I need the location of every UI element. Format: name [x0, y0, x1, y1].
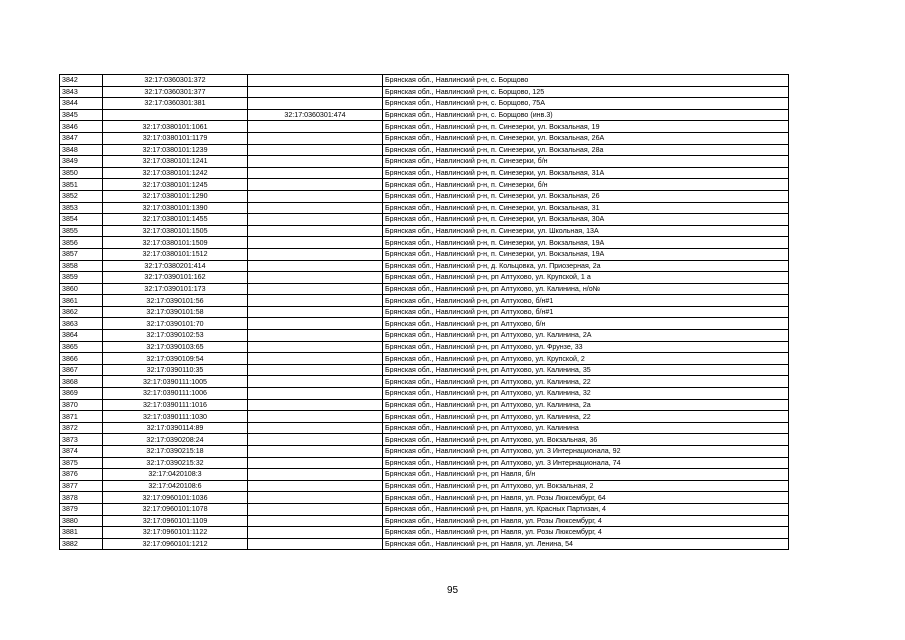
address-cell: Брянская обл., Навлинский р-н, п. Синезерки, б/н — [383, 179, 789, 191]
cadastral-number-cell: 32:17:0960101:1122 — [103, 527, 248, 539]
cadastral-number-cell: 32:17:0390101:70 — [103, 318, 248, 330]
row-number-cell: 3865 — [60, 341, 103, 353]
cadastral-number-alt-cell — [248, 75, 383, 87]
cadastral-number-alt-cell — [248, 283, 383, 295]
table-row — [60, 492, 789, 504]
table-row — [60, 167, 789, 179]
cadastral-number-cell: 32:17:0390114:89 — [103, 422, 248, 434]
cadastral-number-alt-cell — [248, 457, 383, 469]
cadastral-number-alt-cell — [248, 353, 383, 365]
address-cell: Брянская обл., Навлинский р-н, с. Борщово (инв.3) — [383, 109, 789, 121]
table-row — [60, 260, 789, 272]
cadastral-number-alt-cell — [248, 86, 383, 98]
table-row — [60, 341, 789, 353]
table-row — [60, 156, 789, 168]
address-cell: Брянская обл., Навлинский р-н, рп Алтухово, ул. Калинина — [383, 422, 789, 434]
cadastral-number-cell: 32:17:0420108:6 — [103, 480, 248, 492]
address-cell: Брянская обл., Навлинский р-н, рп Алтухово, ул. Вокзальная, 2 — [383, 480, 789, 492]
table-row — [60, 469, 789, 481]
cadastral-number-cell: 32:17:0380201:414 — [103, 260, 248, 272]
table-row — [60, 75, 789, 87]
cadastral-number-cell: 32:17:0390109:54 — [103, 353, 248, 365]
cadastral-number-cell: 32:17:0390101:173 — [103, 283, 248, 295]
address-cell: Брянская обл., Навлинский р-н, рп Навля, ул. Розы Люксембург, 4 — [383, 515, 789, 527]
cadastral-number-cell: 32:17:0390111:1006 — [103, 388, 248, 400]
address-cell: Брянская обл., Навлинский р-н, рп Алтухово, ул. 3 Интернационала, 92 — [383, 446, 789, 458]
row-number-cell: 3861 — [60, 295, 103, 307]
cadastral-number-alt-cell — [248, 132, 383, 144]
address-cell: Брянская обл., Навлинский р-н, рп Алтухово, ул. Калинина, 2А — [383, 330, 789, 342]
row-number-cell: 3862 — [60, 306, 103, 318]
cadastral-number-alt-cell — [248, 318, 383, 330]
cadastral-number-cell: 32:17:0380101:1290 — [103, 190, 248, 202]
cadastral-number-cell: 32:17:0360301:377 — [103, 86, 248, 98]
cadastral-number-alt-cell — [248, 144, 383, 156]
cadastral-number-alt-cell: 32:17:0360301:474 — [248, 109, 383, 121]
table-row — [60, 527, 789, 539]
cadastral-number-alt-cell — [248, 503, 383, 515]
cadastral-number-cell: 32:17:0380101:1241 — [103, 156, 248, 168]
table-row — [60, 225, 789, 237]
cadastral-number-alt-cell — [248, 98, 383, 110]
cadastral-number-cell: 32:17:0360301:372 — [103, 75, 248, 87]
table-row — [60, 538, 789, 550]
row-number-cell: 3879 — [60, 503, 103, 515]
address-cell: Брянская обл., Навлинский р-н, рп Алтухово, ул. Калинина, 32 — [383, 388, 789, 400]
register-table — [59, 74, 789, 550]
row-number-cell: 3880 — [60, 515, 103, 527]
cadastral-number-alt-cell — [248, 434, 383, 446]
cadastral-number-alt-cell — [248, 272, 383, 284]
address-cell: Брянская обл., Навлинский р-н, рп Алтухово, ул. Калинина, 22 — [383, 376, 789, 388]
row-number-cell: 3850 — [60, 167, 103, 179]
table-row — [60, 411, 789, 423]
table-row — [60, 86, 789, 98]
address-cell: Брянская обл., Навлинский р-н, д. Кольцовка, ул. Приозерная, 2а — [383, 260, 789, 272]
row-number-cell: 3873 — [60, 434, 103, 446]
address-cell: Брянская обл., Навлинский р-н, с. Борщово, 125 — [383, 86, 789, 98]
cadastral-number-alt-cell — [248, 121, 383, 133]
table-row — [60, 353, 789, 365]
cadastral-number-cell: 32:17:0960101:1036 — [103, 492, 248, 504]
address-cell: Брянская обл., Навлинский р-н, рп Алтухово, б/н#1 — [383, 306, 789, 318]
row-number-cell: 3882 — [60, 538, 103, 550]
cadastral-number-alt-cell — [248, 376, 383, 388]
row-number-cell: 3868 — [60, 376, 103, 388]
cadastral-number-cell: 32:17:0390101:162 — [103, 272, 248, 284]
table-row — [60, 98, 789, 110]
row-number-cell: 3848 — [60, 144, 103, 156]
address-cell: Брянская обл., Навлинский р-н, рп Алтухово, б/н#1 — [383, 295, 789, 307]
table-row — [60, 295, 789, 307]
row-number-cell: 3851 — [60, 179, 103, 191]
cadastral-number-alt-cell — [248, 446, 383, 458]
cadastral-number-cell: 32:17:0390111:1016 — [103, 399, 248, 411]
row-number-cell: 3860 — [60, 283, 103, 295]
cadastral-number-cell: 32:17:0390102:53 — [103, 330, 248, 342]
table-row — [60, 422, 789, 434]
row-number-cell: 3872 — [60, 422, 103, 434]
address-cell: Брянская обл., Навлинский р-н, п. Синезерки, ул. Школьная, 13А — [383, 225, 789, 237]
cadastral-number-alt-cell — [248, 492, 383, 504]
table-row — [60, 248, 789, 260]
table-row — [60, 237, 789, 249]
table-row — [60, 109, 789, 121]
table-row — [60, 503, 789, 515]
row-number-cell: 3863 — [60, 318, 103, 330]
address-cell: Брянская обл., Навлинский р-н, рп Алтухово, ул. Калинина, 2а — [383, 399, 789, 411]
cadastral-number-alt-cell — [248, 190, 383, 202]
row-number-cell: 3874 — [60, 446, 103, 458]
cadastral-number-alt-cell — [248, 388, 383, 400]
address-cell: Брянская обл., Навлинский р-н, рп Навля, ул. Розы Люксембург, 64 — [383, 492, 789, 504]
table-row — [60, 272, 789, 284]
cadastral-number-alt-cell — [248, 248, 383, 260]
table-row — [60, 283, 789, 295]
row-number-cell: 3869 — [60, 388, 103, 400]
cadastral-number-cell: 32:17:0360301:381 — [103, 98, 248, 110]
table-row — [60, 144, 789, 156]
address-cell: Брянская обл., Навлинский р-н, рп Алтухово, б/н — [383, 318, 789, 330]
cadastral-number-alt-cell — [248, 295, 383, 307]
address-cell: Брянская обл., Навлинский р-н, п. Синезерки, ул. Вокзальная, 26А — [383, 132, 789, 144]
cadastral-number-alt-cell — [248, 364, 383, 376]
table-row — [60, 457, 789, 469]
address-cell: Брянская обл., Навлинский р-н, п. Синезерки, ул. Вокзальная, 26 — [383, 190, 789, 202]
cadastral-number-alt-cell — [248, 156, 383, 168]
cadastral-number-cell: 32:17:0960101:1078 — [103, 503, 248, 515]
row-number-cell: 3844 — [60, 98, 103, 110]
row-number-cell: 3866 — [60, 353, 103, 365]
cadastral-number-alt-cell — [248, 330, 383, 342]
cadastral-number-cell: 32:17:0380101:1061 — [103, 121, 248, 133]
address-cell: Брянская обл., Навлинский р-н, п. Синезерки, ул. Вокзальная, 30А — [383, 214, 789, 226]
address-cell: Брянская обл., Навлинский р-н, с. Борщово — [383, 75, 789, 87]
cadastral-number-alt-cell — [248, 515, 383, 527]
address-cell: Брянская обл., Навлинский р-н, рп Навля, б/н — [383, 469, 789, 481]
table-row — [60, 179, 789, 191]
address-cell: Брянская обл., Навлинский р-н, с. Борщово, 75А — [383, 98, 789, 110]
cadastral-number-cell: 32:17:0390103:65 — [103, 341, 248, 353]
cadastral-number-alt-cell — [248, 341, 383, 353]
cadastral-number-alt-cell — [248, 469, 383, 481]
cadastral-number-alt-cell — [248, 202, 383, 214]
cadastral-number-cell: 32:17:0390110:35 — [103, 364, 248, 376]
cadastral-number-alt-cell — [248, 306, 383, 318]
row-number-cell: 3856 — [60, 237, 103, 249]
cadastral-number-cell: 32:17:0390101:56 — [103, 295, 248, 307]
row-number-cell: 3846 — [60, 121, 103, 133]
address-cell: Брянская обл., Навлинский р-н, рп Алтухово, ул. 3 Интернационала, 74 — [383, 457, 789, 469]
cadastral-number-alt-cell — [248, 538, 383, 550]
cadastral-number-cell: 32:17:0390111:1030 — [103, 411, 248, 423]
cadastral-number-cell: 32:17:0960101:1212 — [103, 538, 248, 550]
table-row — [60, 434, 789, 446]
cadastral-number-cell: 32:17:0380101:1512 — [103, 248, 248, 260]
table-row — [60, 214, 789, 226]
address-cell: Брянская обл., Навлинский р-н, рп Алтухово, ул. Вокзальная, 36 — [383, 434, 789, 446]
table-row — [60, 318, 789, 330]
cadastral-number-alt-cell — [248, 237, 383, 249]
address-cell: Брянская обл., Навлинский р-н, рп Алтухово, ул. Фрунзе, 33 — [383, 341, 789, 353]
row-number-cell: 3864 — [60, 330, 103, 342]
page-number: 95 — [446, 585, 459, 596]
address-cell: Брянская обл., Навлинский р-н, п. Синезерки, б/н — [383, 156, 789, 168]
cadastral-number-cell: 32:17:0390101:58 — [103, 306, 248, 318]
address-cell: Брянская обл., Навлинский р-н, п. Синезерки, ул. Вокзальная, 31 — [383, 202, 789, 214]
row-number-cell: 3853 — [60, 202, 103, 214]
cadastral-number-cell: 32:17:0380101:1179 — [103, 132, 248, 144]
row-number-cell: 3842 — [60, 75, 103, 87]
row-number-cell: 3852 — [60, 190, 103, 202]
table-row — [60, 388, 789, 400]
cadastral-number-cell: 32:17:0380101:1239 — [103, 144, 248, 156]
row-number-cell: 3876 — [60, 469, 103, 481]
table-row — [60, 330, 789, 342]
table-row — [60, 190, 789, 202]
address-cell: Брянская обл., Навлинский р-н, рп Алтухово, ул. Калинина, н/о№ — [383, 283, 789, 295]
row-number-cell: 3843 — [60, 86, 103, 98]
cadastral-number-alt-cell — [248, 179, 383, 191]
row-number-cell: 3881 — [60, 527, 103, 539]
cadastral-number-cell: 32:17:0380101:1455 — [103, 214, 248, 226]
cadastral-number-cell: 32:17:0380101:1509 — [103, 237, 248, 249]
row-number-cell: 3877 — [60, 480, 103, 492]
row-number-cell: 3871 — [60, 411, 103, 423]
row-number-cell: 3849 — [60, 156, 103, 168]
cadastral-number-cell: 32:17:0380101:1390 — [103, 202, 248, 214]
table-row — [60, 446, 789, 458]
cadastral-number-alt-cell — [248, 167, 383, 179]
cadastral-number-cell: 32:17:0390215:18 — [103, 446, 248, 458]
cadastral-number-alt-cell — [248, 527, 383, 539]
cadastral-number-cell: 32:17:0380101:1245 — [103, 179, 248, 191]
cadastral-number-alt-cell — [248, 480, 383, 492]
row-number-cell: 3855 — [60, 225, 103, 237]
cadastral-number-alt-cell — [248, 214, 383, 226]
row-number-cell: 3857 — [60, 248, 103, 260]
table-row — [60, 480, 789, 492]
cadastral-number-cell: 32:17:0380101:1242 — [103, 167, 248, 179]
address-cell: Брянская обл., Навлинский р-н, рп Алтухово, ул. Крупской, 1 а — [383, 272, 789, 284]
table-row — [60, 132, 789, 144]
cadastral-number-alt-cell — [248, 225, 383, 237]
cadastral-number-alt-cell — [248, 411, 383, 423]
row-number-cell: 3854 — [60, 214, 103, 226]
address-cell: Брянская обл., Навлинский р-н, п. Синезерки, ул. Вокзальная, 19 — [383, 121, 789, 133]
row-number-cell: 3875 — [60, 457, 103, 469]
address-cell: Брянская обл., Навлинский р-н, рп Алтухово, ул. Калинина, 22 — [383, 411, 789, 423]
cadastral-number-cell: 32:17:0390208:24 — [103, 434, 248, 446]
cadastral-number-cell: 32:17:0390215:32 — [103, 457, 248, 469]
row-number-cell: 3870 — [60, 399, 103, 411]
register-table-body — [60, 75, 789, 550]
row-number-cell: 3847 — [60, 132, 103, 144]
cadastral-number-cell: 32:17:0390111:1005 — [103, 376, 248, 388]
row-number-cell: 3878 — [60, 492, 103, 504]
cadastral-number-cell — [103, 109, 248, 121]
table-row — [60, 399, 789, 411]
row-number-cell: 3845 — [60, 109, 103, 121]
table-row — [60, 121, 789, 133]
address-cell: Брянская обл., Навлинский р-н, рп Алтухово, ул. Калинина, 35 — [383, 364, 789, 376]
row-number-cell: 3858 — [60, 260, 103, 272]
address-cell: Брянская обл., Навлинский р-н, рп Навля, ул. Розы Люксембург, 4 — [383, 527, 789, 539]
address-cell: Брянская обл., Навлинский р-н, п. Синезерки, ул. Вокзальная, 28а — [383, 144, 789, 156]
address-cell: Брянская обл., Навлинский р-н, п. Синезерки, ул. Вокзальная, 19А — [383, 248, 789, 260]
row-number-cell: 3867 — [60, 364, 103, 376]
table-row — [60, 515, 789, 527]
cadastral-number-cell: 32:17:0420108:3 — [103, 469, 248, 481]
table-row — [60, 364, 789, 376]
cadastral-number-alt-cell — [248, 399, 383, 411]
table-row — [60, 376, 789, 388]
address-cell: Брянская обл., Навлинский р-н, рп Навля, ул. Ленина, 54 — [383, 538, 789, 550]
address-cell: Брянская обл., Навлинский р-н, п. Синезерки, ул. Вокзальная, 31А — [383, 167, 789, 179]
table-row — [60, 202, 789, 214]
cadastral-number-alt-cell — [248, 422, 383, 434]
row-number-cell: 3859 — [60, 272, 103, 284]
cadastral-number-cell: 32:17:0960101:1109 — [103, 515, 248, 527]
cadastral-number-cell: 32:17:0380101:1505 — [103, 225, 248, 237]
address-cell: Брянская обл., Навлинский р-н, рп Навля, ул. Красных Партизан, 4 — [383, 503, 789, 515]
address-cell: Брянская обл., Навлинский р-н, п. Синезерки, ул. Вокзальная, 19А — [383, 237, 789, 249]
address-cell: Брянская обл., Навлинский р-н, рп Алтухово, ул. Крупской, 2 — [383, 353, 789, 365]
table-row — [60, 306, 789, 318]
cadastral-number-alt-cell — [248, 260, 383, 272]
